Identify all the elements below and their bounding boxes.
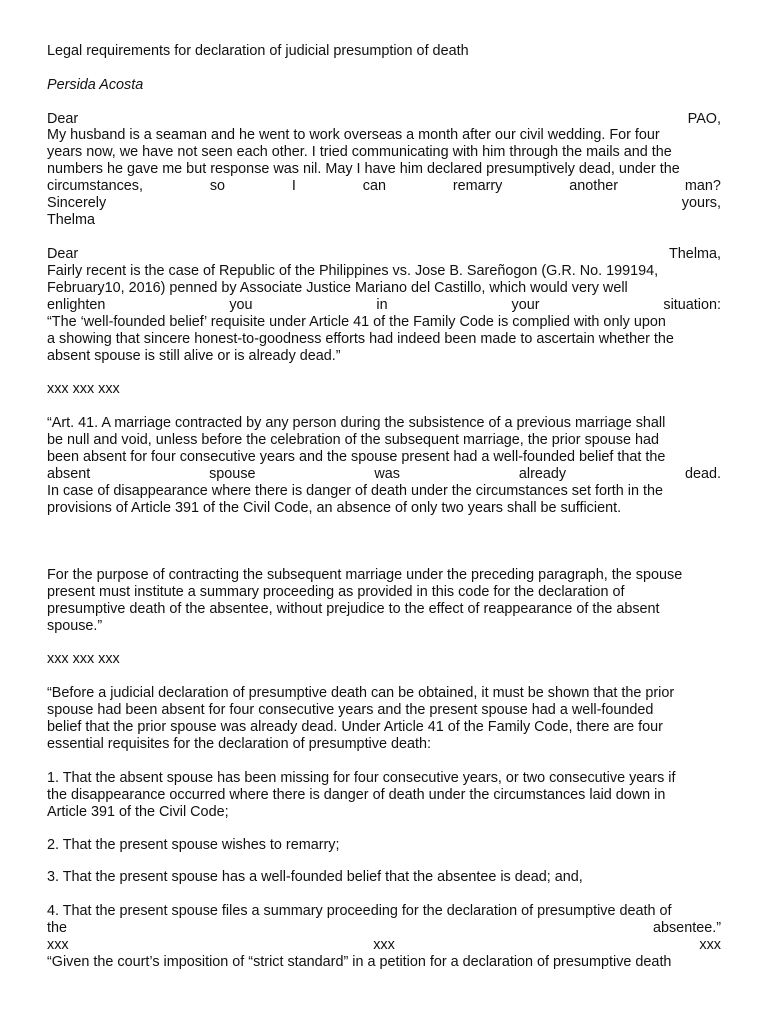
article-line: be null and void, unless before the celebration of the subsequent marriage, the prior spouse had [47,432,660,448]
purpose-line: present must institute a summary proceeding as provided in this code for the declaration of [47,584,625,600]
letter-line: years now, we have not seen each other. I tried communicating with him through the mails and the [47,144,672,160]
letter-line-justified [47,178,721,195]
requisite-item-4-end [47,920,721,937]
purpose-line: For the purpose of contracting the subsequent marriage under the preceding paragraph, the spouse [47,567,683,583]
word: dead. [684,466,721,482]
article-line: “Art. 41. A marriage contracted by any person during the subsistence of a previous marriage shall [47,415,666,431]
article-line: been absent for four consecutive years and the spouse present had a well-founded belief that the [47,449,666,465]
requisites-line: belief that the prior spouse was already dead. Under Article 41 of the Family Code, there are four [47,719,663,735]
word: another [569,178,619,194]
salutation-word: PAO, [687,111,721,127]
word: remarry [452,178,503,194]
word: xxx [373,937,395,953]
word: absentee.” [652,920,721,936]
requisites-line: essential requisites for the declaration of presumptive death: [47,736,431,752]
final-line: “Given the court’s imposition of “strict standard” in a petition for a declaration of presumptive death [47,954,672,970]
reply-line: February10, 2016) penned by Associate Justice Mariano del Castillo, which would very well [47,280,628,296]
article-line-justified [47,466,721,483]
requisite-item-1: the disappearance occurred where there is danger of death under the circumstances laid down in [47,787,666,803]
word: Dear [47,246,79,262]
letter-signature: Thelma [47,212,95,228]
word: the [47,920,68,936]
quote-line: “The ‘well-founded belief’ requisite under Article 41 of the Family Code is complied with only upon [47,314,666,330]
article-line: In case of disappearance where there is danger of death under the circumstances set forth in the [47,483,663,499]
word: so [209,178,226,194]
word: was [374,466,400,482]
letter-line: My husband is a seaman and he went to work overseas a month after our civil wedding. For four [47,127,660,143]
purpose-line: spouse.” [47,618,103,634]
requisite-item-3: 3. That the present spouse has a well-founded belief that the absentee is dead; and, [47,869,583,885]
word: absent [47,466,91,482]
xxx-separator [47,937,721,954]
requisite-item-1: 1. That the absent spouse has been missing for four consecutive years, or two consecutive years if [47,770,676,786]
requisites-line: “Before a judicial declaration of presumptive death can be obtained, it must be shown that the prior [47,685,675,701]
quote-line: absent spouse is still alive or is already dead.” [47,348,341,364]
word: yours, [681,195,721,211]
word: can [362,178,386,194]
word: in [376,297,388,313]
word: Sincerely [47,195,107,211]
word: you [229,297,253,313]
word: already [518,466,567,482]
requisite-item-4: 4. That the present spouse files a summary proceeding for the declaration of presumptive death of [47,903,672,919]
word: enlighten [47,297,106,313]
word: man? [684,178,721,194]
salutation-word: Dear [47,111,79,127]
letter-salutation [47,111,721,128]
word: xxx [47,937,69,953]
quote-line: a showing that sincere honest-to-goodness efforts had indeed been made to ascertain whether the [47,331,674,347]
document-title: Legal requirements for declaration of judicial presumption of death [47,43,469,59]
letter-closing [47,195,721,212]
word: circumstances, [47,178,143,194]
word: your [511,297,540,313]
reply-salutation [47,246,721,263]
requisite-item-2: 2. That the present spouse wishes to remarry; [47,837,340,853]
reply-line-justified [47,297,721,314]
requisites-line: spouse had been absent for four consecutive years and the present spouse had a well-founded [47,702,654,718]
reply-line: Fairly recent is the case of Republic of the Philippines vs. Jose B. Sareñogon (G.R. No. 199194, [47,263,659,279]
word: situation: [663,297,721,313]
word: spouse [209,466,256,482]
author-name: Persida Acosta [47,77,144,93]
word: xxx [699,937,721,953]
article-line: provisions of Article 391 of the Civil Code, an absence of only two years shall be sufficient. [47,500,622,516]
word: Thelma, [669,246,721,262]
word: I [291,178,296,194]
purpose-line: presumptive death of the absentee, without prejudice to the effect of reappearance of the absent [47,601,660,617]
requisite-item-1: Article 391 of the Civil Code; [47,804,229,820]
letter-line: numbers he gave me but response was nil. May I have him declared presumptively dead, under the [47,161,680,177]
separator: xxx xxx xxx [47,381,120,397]
separator: xxx xxx xxx [47,651,120,667]
